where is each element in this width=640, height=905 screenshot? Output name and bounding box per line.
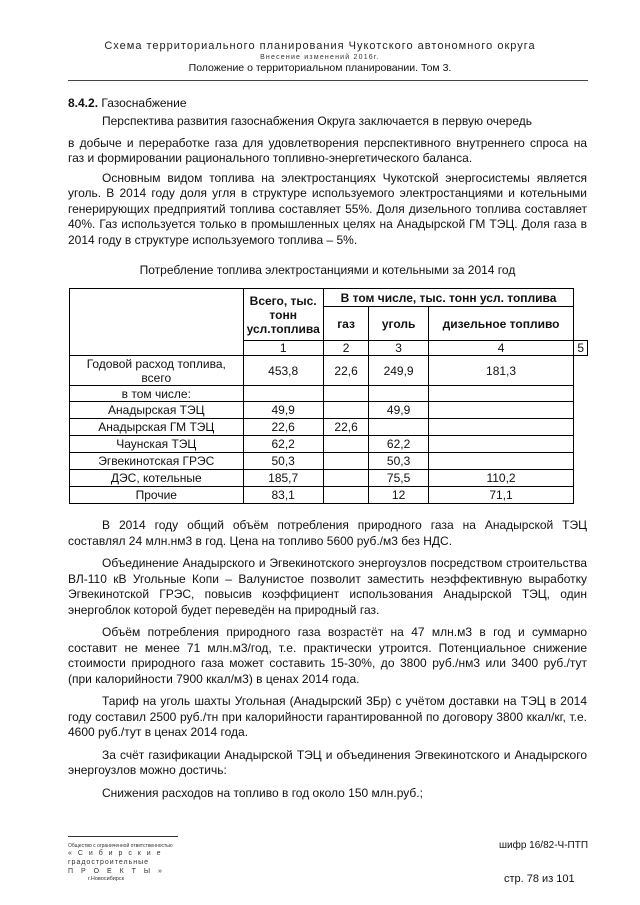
cell-coal bbox=[369, 419, 428, 436]
cell-coal bbox=[369, 386, 428, 402]
paragraph: Перспектива развития газоснабжения Округа заключается в первую очередь bbox=[102, 114, 533, 128]
document-cipher: шифр 16/82-Ч-ПТП bbox=[499, 840, 589, 851]
org-line: П Р О Е К Т Ы » bbox=[68, 868, 165, 875]
cell-diesel: 71,1 bbox=[428, 487, 574, 504]
table-header-name bbox=[70, 289, 244, 356]
cell-total: 185,7 bbox=[243, 470, 323, 487]
section-title: Газоснабжение bbox=[101, 96, 187, 110]
cell-gas: 22,6 bbox=[323, 356, 369, 386]
cell-total: 62,2 bbox=[243, 436, 323, 453]
cell-coal: 50,3 bbox=[369, 453, 428, 470]
col-number: 3 bbox=[369, 341, 428, 356]
section-number: 8.4.2. bbox=[68, 96, 99, 110]
cell-diesel bbox=[428, 436, 574, 453]
cell-diesel bbox=[428, 453, 574, 470]
table-row bbox=[70, 470, 588, 487]
section-heading bbox=[68, 96, 187, 110]
row-name: Анадырская ТЭЦ bbox=[70, 402, 244, 419]
header-subtitle: Внесение изменений 2016г. bbox=[260, 54, 380, 61]
page-number: стр. 78 из 101 bbox=[504, 873, 575, 885]
header-title: Схема территориального планирования Чукотского автономного округа bbox=[104, 40, 536, 52]
intro-text bbox=[68, 114, 587, 248]
paragraph: Основным видом топлива на электростанциях Чукотской энергосистемы является уголь. В 2014 году доля угля в структуре используемого электростанциями и котельными генерирующих предприятий топлива составляет 55%. Доля дизельного топлива составляет 40%. Газ используется только в промышленных целях на Анадырской ГМ ТЭЦ. Доля газа в 2014 году в структуре используемого топлива – 5%. bbox=[68, 170, 587, 247]
paragraph: В 2014 году общий объём потребления природного газа на Анадырской ТЭЦ составлял 24 млн.нм3 в год. Цена на топливо 5600 руб./м3 без НДС. bbox=[68, 518, 587, 548]
cell-diesel bbox=[428, 386, 574, 402]
cell-gas bbox=[323, 470, 369, 487]
paragraph: в добыче и переработке газа для удовлетворения перспективного внутреннего спроса на газ и формировании рационального топливно-энергетического баланса. bbox=[68, 135, 587, 165]
table-header-row bbox=[70, 289, 588, 307]
table-row bbox=[70, 402, 588, 419]
fuel-consumption-table bbox=[69, 288, 588, 504]
table-header-total: Всего, тыс. тонн усл.топлива bbox=[243, 289, 323, 341]
cell-diesel bbox=[428, 419, 574, 436]
org-type: Общество с ограниченной ответственностью bbox=[68, 843, 173, 849]
table-row bbox=[70, 436, 588, 453]
paragraph: За счёт газификации Анадырской ТЭЦ и объединения Эгвекинотского и Анадырского энергоузлов можно достичь: bbox=[68, 747, 587, 777]
cell-total: 453,8 bbox=[243, 356, 323, 386]
cell-gas bbox=[323, 487, 369, 504]
cell-total: 22,6 bbox=[243, 419, 323, 436]
org-city: г.Новосибирск bbox=[88, 876, 125, 882]
header-divider bbox=[68, 80, 588, 81]
row-name: Анадырская ГМ ТЭЦ bbox=[70, 419, 244, 436]
cell-diesel: 181,3 bbox=[428, 356, 574, 386]
table-row bbox=[70, 386, 588, 402]
header-volume: Положение о территориальном планировании. Том 3. bbox=[188, 62, 452, 74]
cell-coal: 49,9 bbox=[369, 402, 428, 419]
cell-coal: 62,2 bbox=[369, 436, 428, 453]
main-text bbox=[68, 518, 587, 801]
row-name: Эгвекинотская ГРЭС bbox=[70, 453, 244, 470]
col-number: 1 bbox=[243, 341, 323, 356]
row-name: Годовой расход топлива, всего bbox=[70, 356, 244, 386]
col-number: 2 bbox=[323, 341, 369, 356]
cell-gas bbox=[323, 386, 369, 402]
cell-gas: 22,6 bbox=[323, 419, 369, 436]
cell-gas bbox=[323, 436, 369, 453]
table-row bbox=[70, 487, 588, 504]
table-header-group: В том числе, тыс. тонн усл. топлива bbox=[323, 289, 574, 307]
col-number: 5 bbox=[574, 341, 588, 356]
paragraph: Объём потребления природного газа возрастёт на 47 млн.м3 в год и суммарно составит не менее 71 млн.м3/год, т.е. практически утроится. Потенциальное снижение стоимости природного газа может составить 15-30%, до 3800 руб./нм3 или 3400 руб./тут (при калорийности 7900 ккал/м3) в ценах 2014 года. bbox=[68, 625, 587, 686]
document-header bbox=[0, 40, 640, 75]
company-logo bbox=[68, 843, 178, 883]
row-name: в том числе: bbox=[70, 386, 244, 402]
table-caption: Потребление топлива электростанциями и котельными за 2014 год bbox=[139, 263, 516, 277]
cell-total: 50,3 bbox=[243, 453, 323, 470]
org-line: « С и б и р с к и е bbox=[68, 850, 163, 857]
cell-total: 83,1 bbox=[243, 487, 323, 504]
table-row bbox=[70, 453, 588, 470]
table-header-coal: уголь bbox=[369, 307, 428, 341]
table-header-diesel: дизельное топливо bbox=[428, 307, 574, 341]
footer-divider bbox=[68, 836, 178, 837]
row-name: ДЭС, котельные bbox=[70, 470, 244, 487]
table-header-gas: газ bbox=[323, 307, 369, 341]
table-row bbox=[70, 419, 588, 436]
cell-diesel bbox=[428, 402, 574, 419]
paragraph: Тариф на уголь шахты Угольная (Анадырский 3Бр) с учётом доставки на ТЭЦ в 2014 году составил 2500 руб./тн при калорийности гарантированной по договору 3800 ккал/кг, т.е. 4600 руб./тут в ценах 2014 года. bbox=[68, 694, 587, 739]
cell-gas bbox=[323, 402, 369, 419]
row-name: Прочие bbox=[70, 487, 244, 504]
cell-diesel: 110,2 bbox=[428, 470, 574, 487]
cell-coal: 12 bbox=[369, 487, 428, 504]
cell-total: 49,9 bbox=[243, 402, 323, 419]
paragraph: Снижения расходов на топливо в год около 150 млн.руб.; bbox=[102, 785, 423, 800]
cell-gas bbox=[323, 453, 369, 470]
cell-coal: 75,5 bbox=[369, 470, 428, 487]
paragraph: Объединение Анадырского и Эгвекинотского энергоузлов посредством строительства ВЛ-110 кВ Угольные Копи – Валунистое позволит заместить неэффективную выработку Эгвекинотской ГРЭС, повысив коэффициент использования Анадырской ТЭЦ, один энергоблок которой будет переведён на природный газ. bbox=[68, 556, 587, 617]
cell-coal: 249,9 bbox=[369, 356, 428, 386]
col-number: 4 bbox=[428, 341, 574, 356]
org-line: градостроительные bbox=[68, 859, 150, 866]
row-name: Чаунская ТЭЦ bbox=[70, 436, 244, 453]
table-row bbox=[70, 356, 588, 386]
cell-total bbox=[243, 386, 323, 402]
